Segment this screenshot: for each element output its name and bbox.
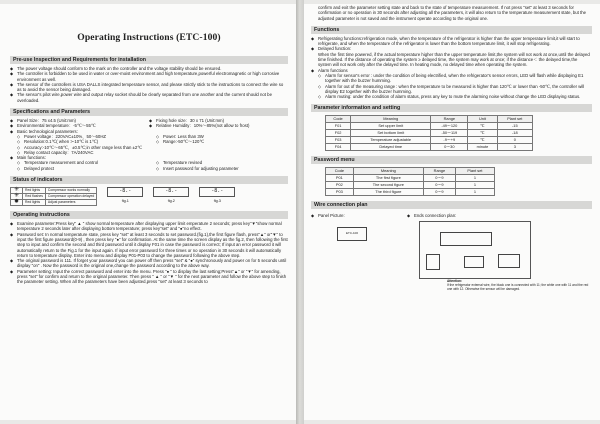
terminal-block <box>440 232 492 246</box>
right-column <box>311 5 592 291</box>
spec-power: ◇ Power: Less than 3W <box>149 134 288 139</box>
indicator-meaning: Compressor operation delayed <box>45 194 96 200</box>
cell: -15 <box>497 123 532 130</box>
cell: F01 <box>326 123 351 130</box>
power-symbol <box>464 256 484 268</box>
col-header: Plant set <box>497 116 532 123</box>
left-column <box>10 10 288 285</box>
page-fold <box>296 0 304 424</box>
operating-item: ◆ Parameter setting: Input the correct password and enter into the menu. Press "● " to display the last setting;Press"▲" or "▼" for amending, press "set" for confirm and return to the original parameter. Then press " ▲ " or "▼ " for the next parameter and follow the above step to finish the parameter setting. When all the parameters have been adjusted,press "set" at least 3 seconds to <box>10 269 288 285</box>
func-item: ◇ Delayed protect <box>10 166 149 171</box>
cell: 0～9 <box>423 175 455 182</box>
cell: -18 <box>497 130 532 137</box>
cell: 1 <box>455 189 494 196</box>
cell: 0～9 <box>423 189 455 196</box>
spec-range: ◇ Range:-50℃～120℃ <box>149 139 288 144</box>
spec-env-temp: ◆ Environmental temperature：-5℃～55℃ <box>10 123 149 128</box>
table-row <box>326 175 495 182</box>
section-functions: Functions <box>311 26 592 34</box>
alarm-item: ◇ Alarm muting: under the condition of alarm status, press any key to mute the alarming noise without change the LED displaying status. <box>311 94 592 99</box>
indicator-mode: Red lights <box>23 200 46 206</box>
figure-display: -8.- <box>107 187 143 197</box>
preuse-item: ◆ The controller is forbidden to be used in water or over-moist environment and high temperature,powerful electromagnetic or high corrosive environment as well. <box>10 71 288 82</box>
operating-item: ◆ Password set: In normal temperature state, press key "set" at least 3 seconds to set password.(fig.1),the first figure flash, press"▲" or"▼" to input the first figure password(0-9) , then press key "●" for confirmation. At the same time the screen display as the fig.2, then following the first step to input and confirm the second and third password until it display F01 in case the password is correct; If input an error password it will automatically return to the Fig.1 for the input again. If input error password for three times or no operation in 30 seconds it will automatically return to temperature display. Enter into menu and display P01-P03 to change the password following the above step. <box>10 232 288 258</box>
cell: ℃ <box>468 123 497 130</box>
table-row <box>11 200 97 206</box>
ends-plan-label: ◆ Ends connection plan: <box>407 213 531 218</box>
section-password: Password menu <box>311 156 592 164</box>
cell: P02 <box>326 182 354 189</box>
param-table <box>325 115 533 151</box>
spec-humidity: ◆ Relative Humidity：10%～85%(not allow to frost) <box>149 123 288 128</box>
page-title: Operating Instructions (ETC-100) <box>77 32 221 43</box>
figure-label: fig.1 <box>121 199 129 204</box>
password-table <box>325 167 495 196</box>
cell: The first figure <box>353 175 423 182</box>
cell: -49～120 <box>431 123 468 130</box>
spec-panel-size: ◆ Panel Size：75 x4.5 (Unit:mm) <box>10 118 149 123</box>
delayed-function-title: ◆ Delayed function: <box>311 46 592 51</box>
attention-title: Attention: <box>447 278 463 283</box>
section-operating: Operating instructions <box>10 211 288 219</box>
figure-display: -8.- <box>199 187 235 197</box>
cell: 0 <box>497 137 532 144</box>
figure-label: fig.3 <box>213 199 221 204</box>
figure-display: -8.- <box>153 187 189 197</box>
snowflake-icon: ✳ <box>11 188 23 194</box>
indicator-mode: Red flashes <box>23 194 46 200</box>
refrigerating-function: ◆ Refrigerating functions:refrigeration mode, when the temperature of the refrigerator is higher than the upper temperature limit,it will start to refrigerate, and when the temperature of the refrigerator is lower than the bottom temperature limit, it will stop refrigerating. <box>311 36 592 47</box>
attention-text: If the refrigerator external wire, the black one is connected with 11; the white one with 11 and the red one with 12. Otherwise the sensor will be damaged. <box>447 282 589 291</box>
section-status: Status of indicators <box>10 176 288 184</box>
cell: -50～119 <box>431 130 468 137</box>
spec-basic-tech: ◆ Basic technological parameters: <box>10 129 288 134</box>
col-header: Meaning <box>351 116 431 123</box>
indicator-meaning: Adjust parameters <box>45 200 96 206</box>
section-preuse: Pre-use Inspection and Requirements for installation <box>10 56 288 64</box>
spec-power-voltage: ◇ Power voltage：220VAC±10%、50～60HZ <box>10 134 149 139</box>
preuse-item: ◆ The power voltage should conform to the mark on the controller and the voltage stability should be ensured. <box>10 66 288 71</box>
continuation-text: confirm and exit the parameter setting state and back to the state of temperature measurement. If not press "set" at least 3 seconds for confirmation or no operation in 30 seconds after adjusting all the parameters, it will also return to the temperature measurement state, but the adjusted parameter is not saved and the instrument operate according to the original one. <box>318 5 586 21</box>
cell: 1 <box>455 175 494 182</box>
cell: P03 <box>326 189 354 196</box>
col-header: Plant set <box>455 168 494 175</box>
alarm-item: ◇ Alarm for out of the measuring range : when the temperature to be measured is higher than 120℃ or lower than -50℃, the controller will display E2 together with the buzzer humming. <box>311 84 592 95</box>
table-row <box>326 182 495 189</box>
func-item: ◇ Insert password for adjusting parameter <box>149 166 288 171</box>
right-page <box>304 4 600 420</box>
cell: Delayed time <box>351 144 431 151</box>
main-functions: ◆ Main functions: <box>10 155 288 160</box>
cell: The third figure <box>353 189 423 196</box>
ends-plan-block <box>367 213 531 278</box>
cell: 3 <box>497 144 532 151</box>
alarm-item: ◇ Alarm for sensor's error : under the condition of being electrified, when the refrigerator's sensor errors, LED will flash while displaying E1 together with the buzzer humming. <box>311 73 592 84</box>
col-header: Range <box>431 116 468 123</box>
section-param: Parameter information and setting <box>311 104 592 112</box>
preuse-item: ◆ The sensor's pilot wire,power wire and output relay socket should be clearly separated from one another and the current should not be overloaded. <box>10 92 288 103</box>
table-row <box>326 130 533 137</box>
section-specs: Specifications and Parameters <box>10 108 288 116</box>
table-row <box>326 144 533 151</box>
load-symbol <box>498 254 520 268</box>
cell: ℃ <box>468 137 497 144</box>
indicator-table <box>10 187 97 206</box>
cell: Set upper limit <box>351 123 431 130</box>
table-row <box>326 137 533 144</box>
col-header: Unit <box>468 116 497 123</box>
panel-picture-block <box>311 213 367 278</box>
spec-relay: ◇ Relay contact capacity：7A/240VAC <box>10 150 288 155</box>
cell: P01 <box>326 175 354 182</box>
gear-icon: ✹ <box>11 200 23 206</box>
cell: ℃ <box>468 130 497 137</box>
wire-plan <box>311 213 592 278</box>
col-header: Code <box>326 116 351 123</box>
cell: 0～9 <box>423 182 455 189</box>
col-header: Code <box>326 168 354 175</box>
func-item: ◇ Temperature measurement and control <box>10 160 149 165</box>
operating-item: ◆ The original password is 111. If forget your password you can power off then press "set" & "●" synchronously and power on for 5 seconds until display "on" . Now the password is the original one,change the password according to the above way. <box>10 258 288 269</box>
func-row <box>10 166 288 171</box>
sensor-symbol <box>426 254 440 270</box>
panel-picture: ETC-100 <box>337 227 367 241</box>
cell: F02 <box>326 130 351 137</box>
preuse-item: ◆ The sensor of the controllers is USA DALLS integrated temperature sensor, and please strictly stick to the instructions to connect the wire so as to avoid the sensor being damaged. <box>10 82 288 93</box>
cell: F04 <box>326 144 351 151</box>
cell: -9～+9 <box>431 137 468 144</box>
table-row <box>326 123 533 130</box>
indicator-meaning: Compressor works normally <box>45 188 96 194</box>
cell: 0～30 <box>431 144 468 151</box>
alarm-title: ◆ Alarm functions <box>311 68 592 73</box>
spec-accuracy: ◇ Accuracy:-10℃～65℃，±0.5℃;in other range less than ±2℃ <box>10 145 288 150</box>
col-header: Meaning <box>353 168 423 175</box>
delayed-function-text: When the first time powered, if the actual temperature higher than the upper temperature limit,the system will not work at once,until the delayed time finished. If the distance of operating the system ≥ delayed time, the system may work at once; if the distance＜ the delayed time,the system will not work only after the delayed time. In heating mode, no delayed time when operating the system. <box>318 51 590 68</box>
indicator-block <box>10 187 288 206</box>
wiring-diagram <box>419 221 531 279</box>
table-row <box>326 189 495 196</box>
indicator-mode: Red lights <box>23 188 46 194</box>
spec-resolution: ◇ Resolution:0.1℃( when >-10℃ is 1℃) <box>10 139 149 144</box>
cell: 1 <box>455 182 494 189</box>
cell: F03 <box>326 137 351 144</box>
section-wire: Wire connection plan <box>311 201 592 209</box>
spec-fixing-hole: ◆ Fixing hole size：30 x 71 (Unit:mm) <box>149 118 288 123</box>
cell: Set bottom limit <box>351 130 431 137</box>
cell: minute <box>468 144 497 151</box>
cell: The second figure <box>353 182 423 189</box>
figure-label: fig.2 <box>167 199 175 204</box>
table-header <box>326 168 495 175</box>
cell: Temperature adjustable <box>351 137 431 144</box>
snowflake-icon: ✳ <box>11 194 23 200</box>
panel-picture-label: ◆ Panel Picture: <box>311 213 367 218</box>
figures <box>97 187 235 204</box>
table-header <box>326 116 533 123</box>
col-header: Range <box>423 168 455 175</box>
func-item: ◇ Temperature revised <box>149 160 288 165</box>
operating-item: ◆ Examine parameter:Press key" ▲ " show normal temperature after displaying upper limit emperature 2 seconds; press key"▼"show normal temperature 2 seconds later after displaying bottom temperature; press key"set" and "●"no effect. <box>10 221 288 232</box>
left-page <box>0 4 296 420</box>
